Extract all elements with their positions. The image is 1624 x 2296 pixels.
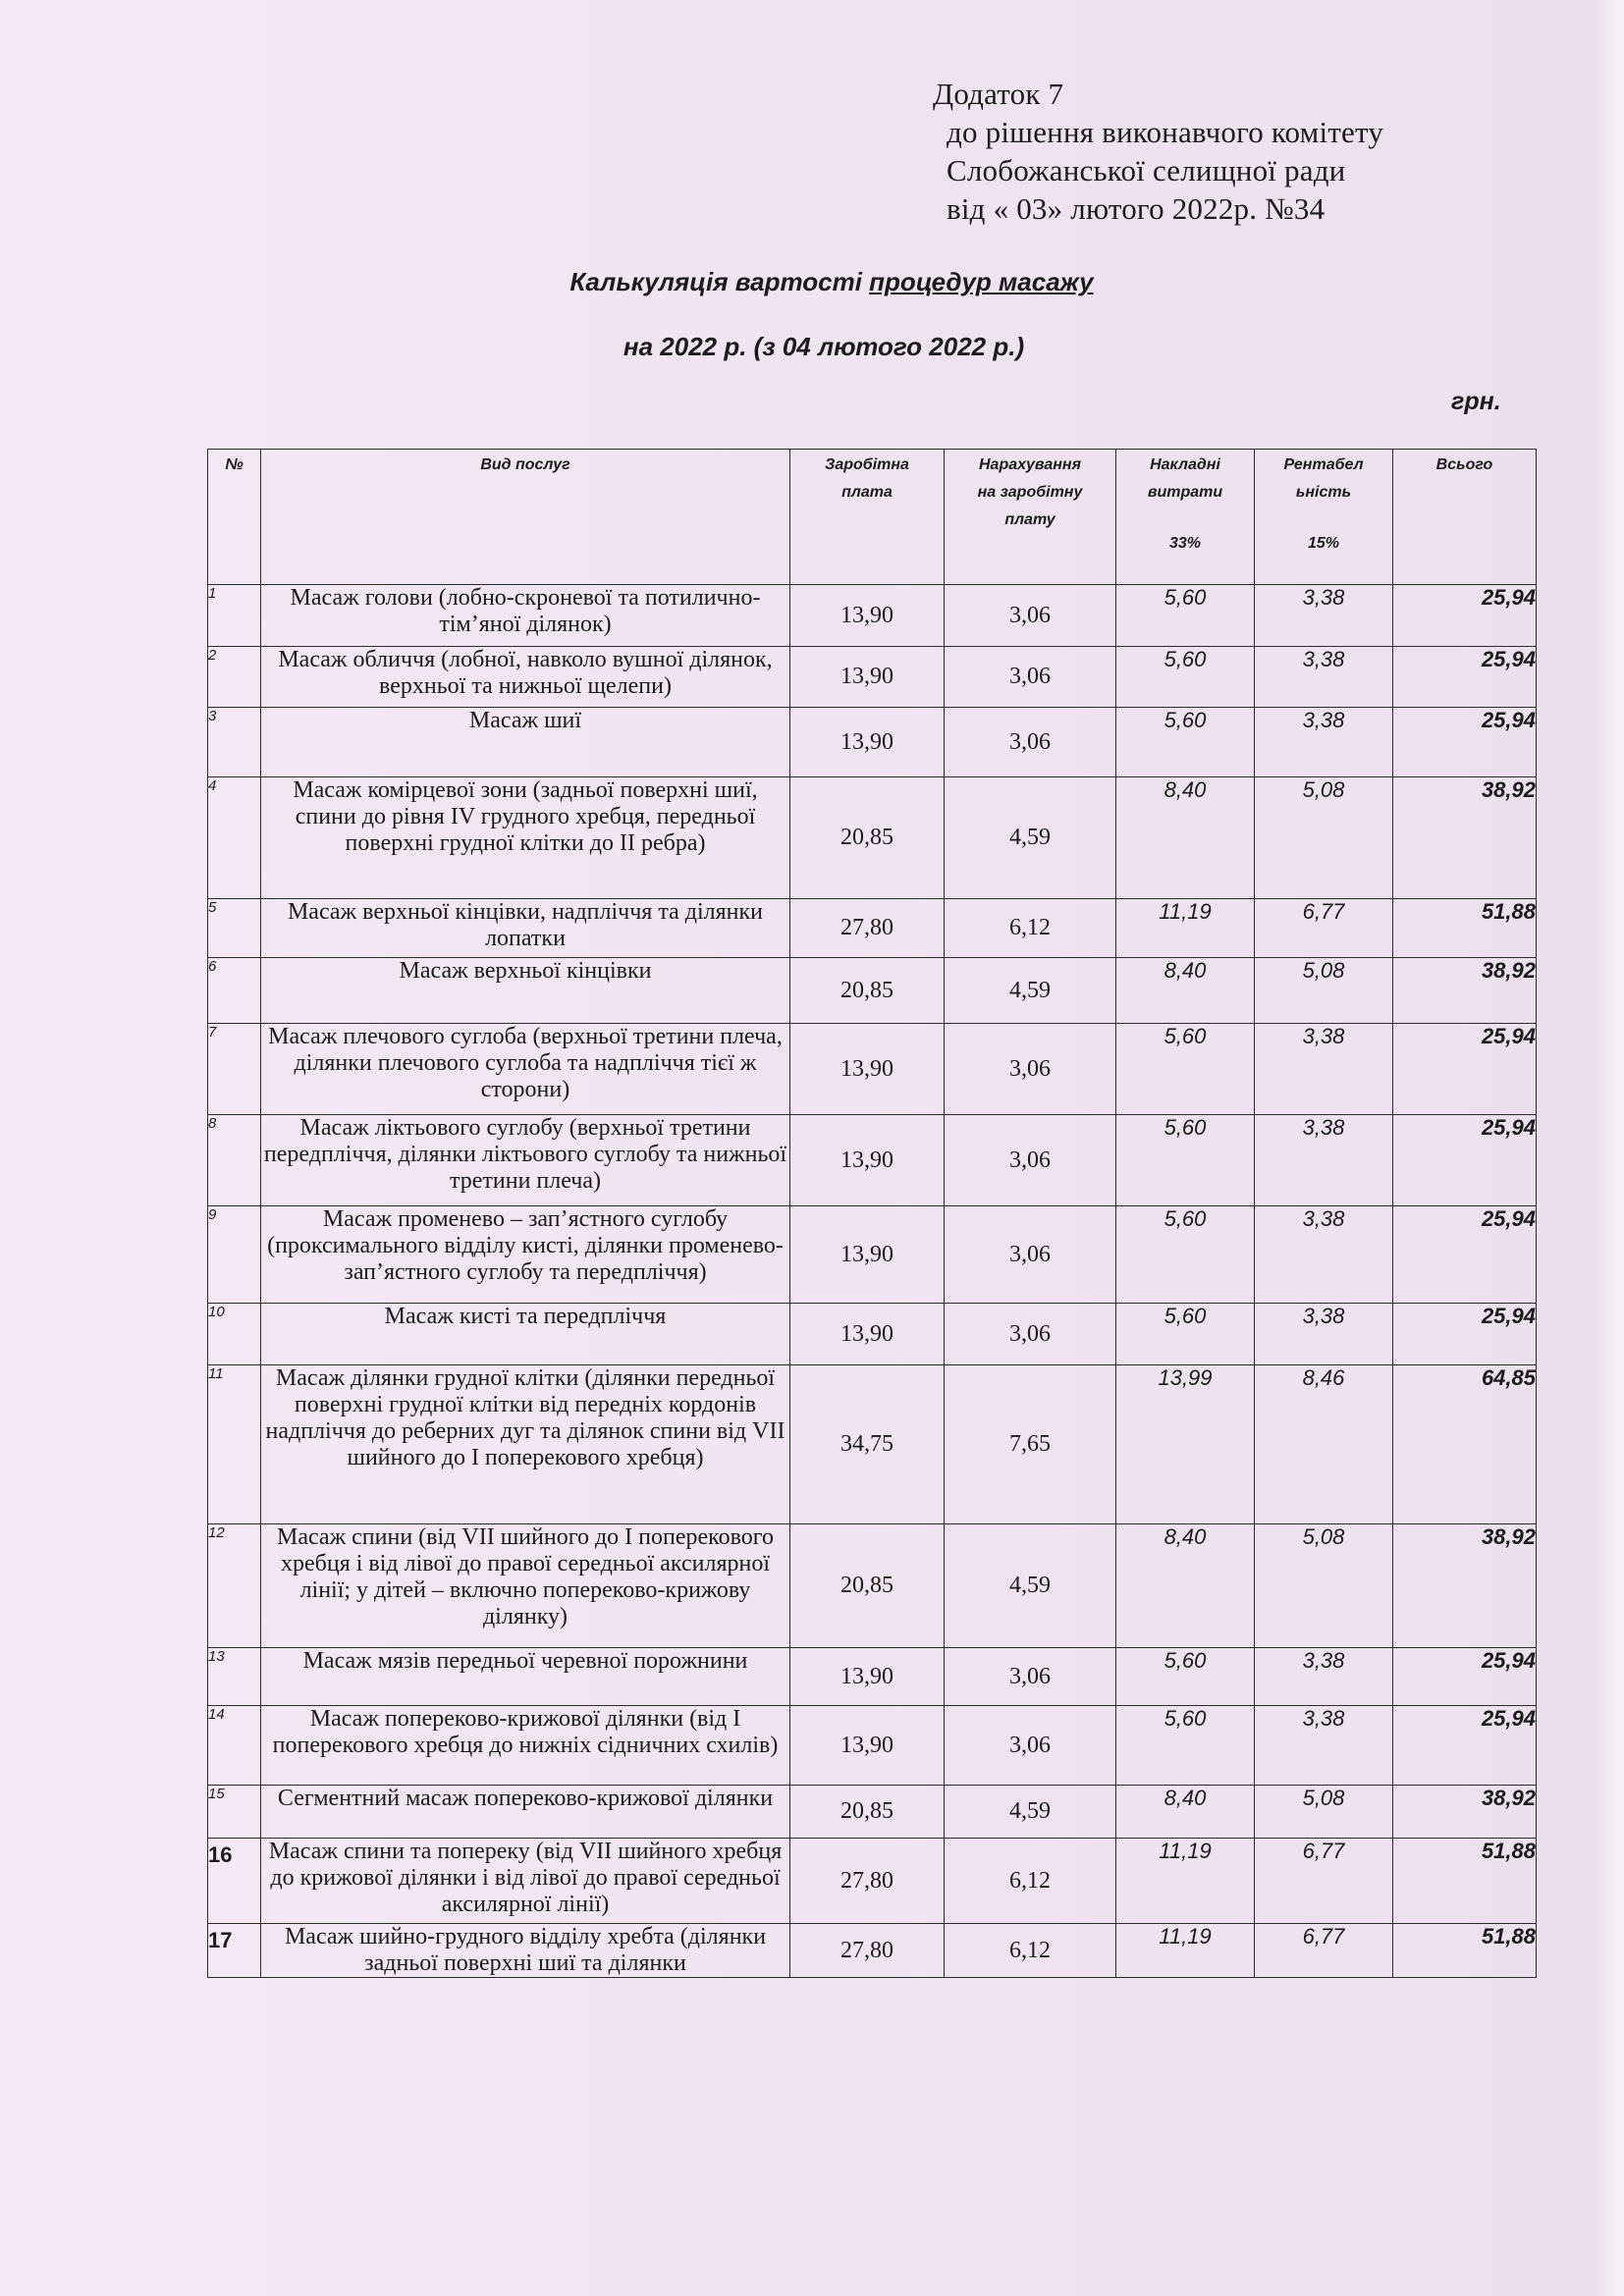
table-cell-number: 7	[208, 1024, 261, 1115]
table-cell-number: 16	[208, 1839, 261, 1924]
header-overhead-line-3: 33%	[1168, 535, 1202, 552]
table-cell-service: Масаж верхньої кінцівки	[261, 958, 790, 1024]
table-cell-accruals: 4,59	[945, 1786, 1116, 1839]
calculation-table	[207, 449, 1537, 1978]
table-row	[208, 1706, 1537, 1786]
header-accruals-line-1: Нарахування	[978, 456, 1082, 473]
table-cell-salary: 13,90	[790, 1706, 945, 1786]
table-cell-profit: 3,38	[1255, 1304, 1393, 1365]
table-cell-accruals: 3,06	[945, 1024, 1116, 1115]
table-cell-service: Масаж кисті та передпліччя	[261, 1304, 790, 1365]
table-cell-service: Масаж ліктьового суглобу (верхньої третини передпліччя, ділянки ліктьового суглобу та нижньої третини плеча)	[261, 1115, 790, 1206]
table-cell-overhead: 5,60	[1116, 1115, 1255, 1206]
table-cell-overhead: 5,60	[1116, 1024, 1255, 1115]
table-cell-total: 38,92	[1393, 958, 1537, 1024]
table-cell-accruals: 3,06	[945, 585, 1116, 647]
table-row	[208, 958, 1537, 1024]
table-row	[208, 899, 1537, 958]
table-cell-service: Масаж попереково-крижової ділянки (від І поперекового хребця до нижніх сідничних схилів)	[261, 1706, 790, 1786]
table-cell-number: 5	[208, 899, 261, 958]
table-row	[208, 1365, 1537, 1524]
table-cell-number: 8	[208, 1115, 261, 1206]
header-service: Вид послуг	[261, 450, 790, 585]
table-row	[208, 1206, 1537, 1304]
table-row	[208, 1304, 1537, 1365]
table-cell-salary: 13,90	[790, 647, 945, 708]
table-cell-accruals: 3,06	[945, 708, 1116, 777]
header-overhead-line-2: витрати	[1147, 484, 1223, 501]
table-cell-total: 25,94	[1393, 1648, 1537, 1706]
table-cell-salary: 13,90	[790, 708, 945, 777]
table-cell-overhead: 11,19	[1116, 899, 1255, 958]
table-cell-profit: 6,77	[1255, 899, 1393, 958]
table-cell-salary: 13,90	[790, 585, 945, 647]
table-cell-profit: 5,08	[1255, 958, 1393, 1024]
currency-label: грн.	[1451, 388, 1501, 415]
table-cell-total: 25,94	[1393, 647, 1537, 708]
table-cell-overhead: 5,60	[1116, 585, 1255, 647]
table-cell-profit: 6,77	[1255, 1839, 1393, 1924]
header-profit-line-2: ьність	[1295, 484, 1352, 501]
table-cell-number: 10	[208, 1304, 261, 1365]
table-cell-overhead: 5,60	[1116, 1304, 1255, 1365]
table-cell-profit: 8,46	[1255, 1365, 1393, 1524]
addendum-line-1: Додаток 7	[933, 77, 1064, 111]
table-cell-overhead: 8,40	[1116, 1524, 1255, 1648]
table-cell-accruals: 4,59	[945, 1524, 1116, 1648]
table-cell-accruals: 6,12	[945, 1924, 1116, 1978]
table-cell-service: Масаж спини та попереку (від VII шийного хребця до крижової ділянки і від лівої до правої середньої аксилярної лінії)	[261, 1839, 790, 1924]
table-cell-accruals: 4,59	[945, 958, 1116, 1024]
table-cell-profit: 5,08	[1255, 777, 1393, 899]
table-cell-service: Масаж ділянки грудної клітки (ділянки передньої поверхні грудної клітки від передніх кордонів надпліччя до реберних дуг та ділянок спини від VII шийного до І поперекового хребця)	[261, 1365, 790, 1524]
table-cell-total: 25,94	[1393, 1024, 1537, 1115]
table-cell-total: 38,92	[1393, 1786, 1537, 1839]
title-part-1: Калькуляція вартості	[569, 267, 870, 296]
header-accruals-line-2: на заробітну	[977, 484, 1083, 501]
header-salary-line-2: плата	[841, 484, 893, 501]
table-cell-service: Масаж обличчя (лобної, навколо вушної ділянок, верхньої та нижньої щелепи)	[261, 647, 790, 708]
table-row	[208, 1648, 1537, 1706]
table-cell-salary: 27,80	[790, 1924, 945, 1978]
header-overhead-line-1: Накладні	[1150, 456, 1220, 473]
table-cell-service: Масаж комірцевої зони (задньої поверхні шиї, спини до рівня IV грудного хребця, передньої поверхні грудної клітки до ІІ ребра)	[261, 777, 790, 899]
header-accruals-line-3: плату	[1004, 511, 1056, 528]
table-cell-service: Масаж шийно-грудного відділу хребта (ділянки задньої поверхні шиї та ділянки	[261, 1924, 790, 1978]
table-cell-service: Масаж променево – зап’ястного суглобу (проксимального відділу кисті, ділянки променево-зап’ястного суглобу та передпліччя)	[261, 1206, 790, 1304]
table-cell-overhead: 5,60	[1116, 1706, 1255, 1786]
table-cell-salary: 20,85	[790, 958, 945, 1024]
table-cell-salary: 20,85	[790, 777, 945, 899]
table-row	[208, 1115, 1537, 1206]
table-row	[208, 1924, 1537, 1978]
table-cell-service: Масаж плечового суглоба (верхньої третини плеча, ділянки плечового суглоба та надпліччя тієї ж сторони)	[261, 1024, 790, 1115]
table-cell-salary: 13,90	[790, 1115, 945, 1206]
table-cell-accruals: 6,12	[945, 1839, 1116, 1924]
table-cell-number: 12	[208, 1524, 261, 1648]
table-cell-accruals: 3,06	[945, 1115, 1116, 1206]
table-cell-overhead: 5,60	[1116, 647, 1255, 708]
table-cell-overhead: 8,40	[1116, 777, 1255, 899]
document-subtitle: на 2022 р. (з 04 лютого 2022 р.)	[623, 332, 1025, 361]
table-cell-overhead: 11,19	[1116, 1924, 1255, 1978]
table-row	[208, 708, 1537, 777]
table-cell-salary: 13,90	[790, 1648, 945, 1706]
table-cell-number: 3	[208, 708, 261, 777]
table-cell-salary: 27,80	[790, 899, 945, 958]
table-cell-overhead: 5,60	[1116, 1648, 1255, 1706]
addendum-line-4: від « 03» лютого 2022р. №34	[947, 191, 1326, 226]
table-cell-salary: 20,85	[790, 1786, 945, 1839]
header-total: Всього	[1393, 450, 1537, 585]
header-profit	[1255, 450, 1393, 585]
header-overhead	[1116, 450, 1255, 585]
table-cell-number: 14	[208, 1706, 261, 1786]
header-profit-line-1: Рентабел	[1283, 456, 1364, 473]
table-header-row	[208, 450, 1537, 585]
header-salary-line-1: Заробітна	[825, 456, 909, 473]
table-cell-total: 25,94	[1393, 708, 1537, 777]
table-cell-number: 13	[208, 1648, 261, 1706]
title-part-2: процедур масажу	[869, 267, 1094, 296]
table-cell-salary: 13,90	[790, 1206, 945, 1304]
table-cell-profit: 3,38	[1255, 647, 1393, 708]
table-cell-profit: 5,08	[1255, 1524, 1393, 1648]
table-cell-profit: 3,38	[1255, 1648, 1393, 1706]
table-cell-number: 6	[208, 958, 261, 1024]
table-cell-overhead: 13,99	[1116, 1365, 1255, 1524]
table-cell-total: 64,85	[1393, 1365, 1537, 1524]
header-salary	[790, 450, 945, 585]
table-cell-accruals: 3,06	[945, 647, 1116, 708]
table-body	[208, 585, 1537, 1978]
table-cell-overhead: 11,19	[1116, 1839, 1255, 1924]
document-title	[20, 267, 1624, 297]
table-cell-overhead: 8,40	[1116, 1786, 1255, 1839]
table-cell-accruals: 7,65	[945, 1365, 1116, 1524]
header-number: №	[208, 450, 261, 585]
table-cell-number: 17	[208, 1924, 261, 1978]
table-cell-overhead: 5,60	[1116, 1206, 1255, 1304]
table-cell-service: Масаж спини (від VII шийного до І поперекового хребця і від лівої до правої середньої аксилярної лінії; у дітей – включно попереково-крижову ділянку)	[261, 1524, 790, 1648]
table-row	[208, 1024, 1537, 1115]
table-cell-service: Масаж мязів передньої черевної порожнини	[261, 1648, 790, 1706]
table-cell-total: 51,88	[1393, 899, 1537, 958]
table-cell-total: 25,94	[1393, 1206, 1537, 1304]
table-cell-number: 1	[208, 585, 261, 647]
addendum-block	[933, 75, 1383, 228]
table-cell-overhead: 5,60	[1116, 708, 1255, 777]
table-cell-profit: 3,38	[1255, 708, 1393, 777]
header-accruals	[945, 450, 1116, 585]
addendum-line-2: до рішення виконавчого комітету	[947, 115, 1384, 149]
table-cell-service: Масаж верхньої кінцівки, надпліччя та ділянки лопатки	[261, 899, 790, 958]
table-cell-profit: 5,08	[1255, 1786, 1393, 1839]
table-cell-accruals: 6,12	[945, 899, 1116, 958]
table-cell-service: Сегментний масаж попереково-крижової ділянки	[261, 1786, 790, 1839]
table-cell-number: 2	[208, 647, 261, 708]
table-row	[208, 1524, 1537, 1648]
table-cell-total: 51,88	[1393, 1839, 1537, 1924]
table-cell-profit: 3,38	[1255, 1206, 1393, 1304]
table-cell-accruals: 3,06	[945, 1648, 1116, 1706]
table-cell-total: 25,94	[1393, 1706, 1537, 1786]
table-cell-profit: 3,38	[1255, 1024, 1393, 1115]
table-cell-profit: 3,38	[1255, 1115, 1393, 1206]
table-row	[208, 647, 1537, 708]
table-cell-service: Масаж голови (лобно-скроневої та потилично-тім’яної ділянок)	[261, 585, 790, 647]
table-cell-accruals: 3,06	[945, 1206, 1116, 1304]
table-cell-salary: 13,90	[790, 1024, 945, 1115]
table-cell-salary: 20,85	[790, 1524, 945, 1648]
table-row	[208, 777, 1537, 899]
table-cell-accruals: 3,06	[945, 1706, 1116, 1786]
table-cell-service: Масаж шиї	[261, 708, 790, 777]
table-cell-salary: 13,90	[790, 1304, 945, 1365]
table-cell-total: 25,94	[1393, 1304, 1537, 1365]
table-cell-total: 38,92	[1393, 1524, 1537, 1648]
table-cell-number: 9	[208, 1206, 261, 1304]
table-cell-total: 51,88	[1393, 1924, 1537, 1978]
table-row	[208, 1786, 1537, 1839]
table-cell-accruals: 4,59	[945, 777, 1116, 899]
table-row	[208, 1839, 1537, 1924]
table-cell-profit: 3,38	[1255, 585, 1393, 647]
addendum-line-3: Слобожанської селищної ради	[947, 153, 1346, 187]
table-cell-profit: 6,77	[1255, 1924, 1393, 1978]
table-cell-total: 25,94	[1393, 1115, 1537, 1206]
table-cell-number: 4	[208, 777, 261, 899]
table-cell-total: 38,92	[1393, 777, 1537, 899]
table-row	[208, 585, 1537, 647]
table-cell-number: 15	[208, 1786, 261, 1839]
table-cell-total: 25,94	[1393, 585, 1537, 647]
table-cell-profit: 3,38	[1255, 1706, 1393, 1786]
table-cell-overhead: 8,40	[1116, 958, 1255, 1024]
header-profit-line-3: 15%	[1307, 535, 1340, 552]
table-cell-salary: 34,75	[790, 1365, 945, 1524]
table-cell-salary: 27,80	[790, 1839, 945, 1924]
table-cell-accruals: 3,06	[945, 1304, 1116, 1365]
table-cell-number: 11	[208, 1365, 261, 1524]
